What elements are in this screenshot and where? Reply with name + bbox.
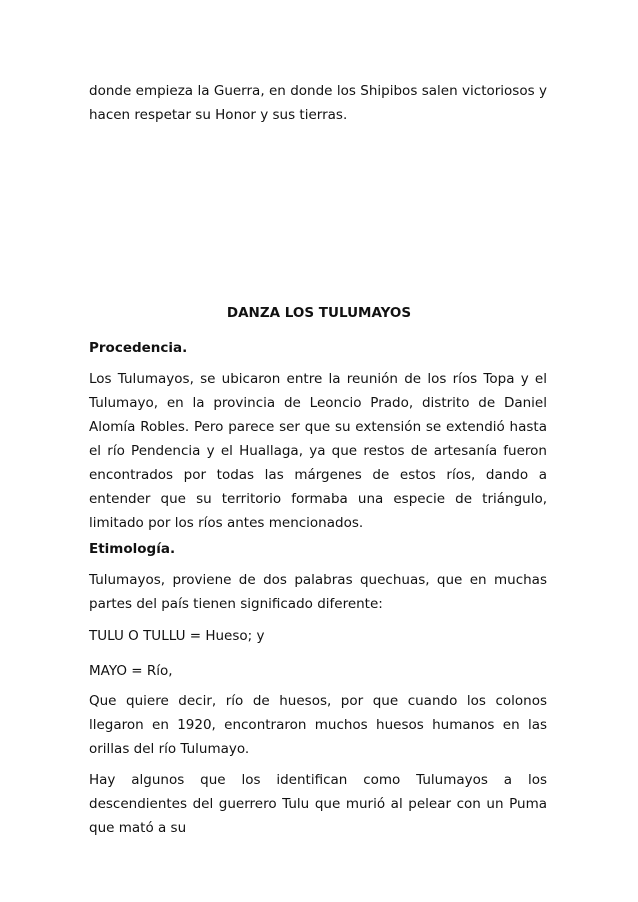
- etimologia-heading: Etimología.: [89, 541, 176, 557]
- procedencia-heading: Procedencia.: [89, 340, 188, 356]
- definition-mayo: MAYO = Río,: [89, 663, 173, 679]
- procedencia-paragraph: Los Tulumayos, se ubicaron entre la reunión de los ríos Topa y el Tulumayo, en la provincia de Leoncio Prado, distrito de Daniel Alomía Robles. Pero parece ser que su extensión se extendió hasta el río Pendencia y el Huallaga, ya que restos de artesanía fueron encontrados por todas las márgenes de estos ríos, dando a entender que su territorio formaba una especie de triángulo, limitado por los ríos antes mencionados.: [89, 371, 547, 531]
- definition-tulu: TULU O TULLU = Hueso; y: [89, 628, 265, 644]
- etimologia-meaning: Que quiere decir, río de huesos, por que cuando los colonos llegaron en 1920, encontraron muchos huesos humanos en las orillas del río Tulumayo.: [89, 693, 547, 757]
- etimologia-extra: Hay algunos que los identifican como Tulumayos a los descendientes del guerrero Tulu que murió al pelear con un Puma que mató a su: [89, 772, 547, 836]
- page-title: DANZA LOS TULUMAYOS: [226, 305, 412, 321]
- continuation-paragraph: donde empieza la Guerra, en donde los Shipibos salen victoriosos y hacen respetar su Honor y sus tierras.: [89, 83, 547, 123]
- etimologia-intro: Tulumayos, proviene de dos palabras quechuas, que en muchas partes del país tienen significado diferente:: [89, 572, 547, 612]
